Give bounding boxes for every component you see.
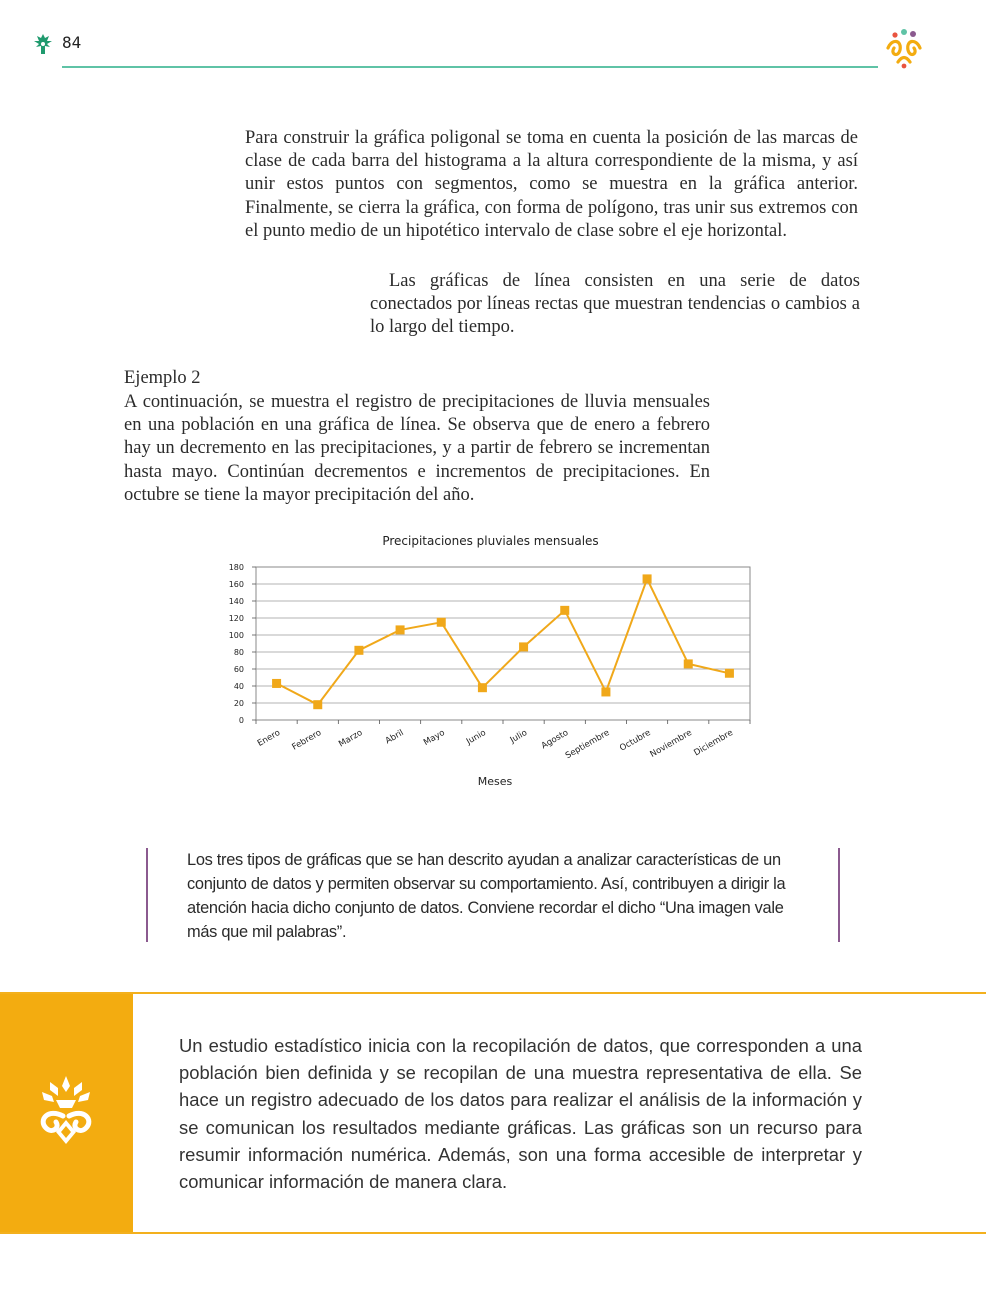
paragraph-example-2: A continuación, se muestra el registro de precipitaciones de lluvia mensuales en una población en una gráfica de línea. Se observa que de enero a febrero hay un decremento en las precipitaciones, y a partir de febrero se incrementan hasta mayo. Continúan decrementos e incrementos de precipitaciones. En octubre se tiene la mayor precipitación del año. bbox=[124, 392, 710, 505]
note-text: Los tres tipos de gráficas que se han descrito ayudan a analizar características de un conjunto de datos y permiten observar su comportamiento. Así, contribuyen a dirigir la atención hacia dicho conjunto de datos. Conviene recordar el dicho “Una imagen vale más que mil palabras”. bbox=[187, 851, 786, 941]
x-tick-label: Noviembre bbox=[648, 727, 694, 760]
y-tick-label: 20 bbox=[233, 699, 244, 708]
x-tick-label: Agosto bbox=[539, 727, 571, 752]
y-tick-label: 180 bbox=[228, 563, 244, 572]
y-tick-label: 80 bbox=[233, 648, 244, 657]
y-tick-label: 140 bbox=[228, 597, 244, 606]
header-rule bbox=[62, 66, 878, 68]
paragraph-line-graphs: Las gráficas de línea consisten en una serie de datos conectados por líneas rectas que muestran tendencias o cambios a lo largo del tiempo. bbox=[370, 271, 860, 338]
data-point bbox=[519, 642, 528, 651]
y-tick-label: 40 bbox=[233, 682, 244, 691]
summary-side-panel bbox=[0, 994, 133, 1232]
x-tick-label: Julio bbox=[508, 727, 530, 746]
data-point bbox=[601, 687, 610, 696]
data-point bbox=[643, 574, 652, 583]
x-tick-label: Mayo bbox=[422, 727, 447, 748]
brand-logo-icon bbox=[882, 26, 926, 70]
data-point bbox=[354, 646, 363, 655]
data-point bbox=[684, 659, 693, 668]
paragraph-polygon-graph: Para construir la gráfica poligonal se toma en cuenta la posición de las marcas de clase de cada barra del histograma a la altura correspondiente de la misma, y así unir estos puntos con segmentos, como se muestra en la gráfica anterior. Finalmente, se cierra la gráfica, con forma de polígono, tras unir sus extremos con el punto medio de un hipotético intervalo de clase sobre el eje horizontal. bbox=[245, 128, 858, 241]
plot-frame bbox=[256, 567, 750, 720]
ornament-icon bbox=[36, 1074, 96, 1148]
summary-text: Un estudio estadístico inicia con la recopilación de datos, que corresponden a una población bien definida y se recopilan de una muestra representativa de ella. Se hace un registro adecuado de los datos para realizar el análisis de la información y se comunican los resultados mediante gráficas. Las gráficas son un recurso para resumir información numérica. Además, son una forma accesible de interpretar y comunicar información de manera clara. bbox=[179, 1035, 862, 1193]
chart-canvas bbox=[218, 528, 768, 798]
x-tick-label: Junio bbox=[464, 727, 488, 748]
page-number: 84 bbox=[62, 33, 82, 52]
example-title: Ejemplo 2 bbox=[124, 368, 201, 388]
chart-title: Precipitaciones pluviales mensuales bbox=[382, 534, 599, 548]
data-point bbox=[560, 606, 569, 615]
x-tick-label: Octubre bbox=[618, 727, 653, 754]
plant-icon bbox=[33, 33, 53, 55]
data-point bbox=[478, 683, 487, 692]
x-tick-label: Febrero bbox=[290, 727, 324, 753]
x-tick-label: Abril bbox=[383, 727, 406, 747]
data-point bbox=[725, 669, 734, 678]
summary-top-rule bbox=[0, 992, 986, 994]
y-tick-label: 100 bbox=[228, 631, 244, 640]
x-tick-label: Diciembre bbox=[692, 727, 735, 759]
rainfall-chart bbox=[218, 528, 768, 798]
x-tick-label: Enero bbox=[255, 727, 283, 749]
data-point bbox=[313, 700, 322, 709]
y-tick-label: 60 bbox=[233, 665, 244, 674]
x-tick-label: Septiembre bbox=[563, 727, 612, 762]
x-tick-label: Marzo bbox=[337, 727, 365, 750]
y-tick-label: 0 bbox=[238, 716, 244, 725]
data-point bbox=[437, 618, 446, 627]
data-point bbox=[272, 679, 281, 688]
data-point bbox=[396, 625, 405, 634]
summary-bottom-rule bbox=[0, 1232, 986, 1234]
note-box bbox=[146, 848, 840, 942]
y-tick-label: 120 bbox=[228, 614, 244, 623]
note-left-bar bbox=[146, 848, 148, 942]
note-right-bar bbox=[838, 848, 840, 942]
x-axis-label: Meses bbox=[477, 775, 513, 788]
y-tick-label: 160 bbox=[228, 580, 244, 589]
